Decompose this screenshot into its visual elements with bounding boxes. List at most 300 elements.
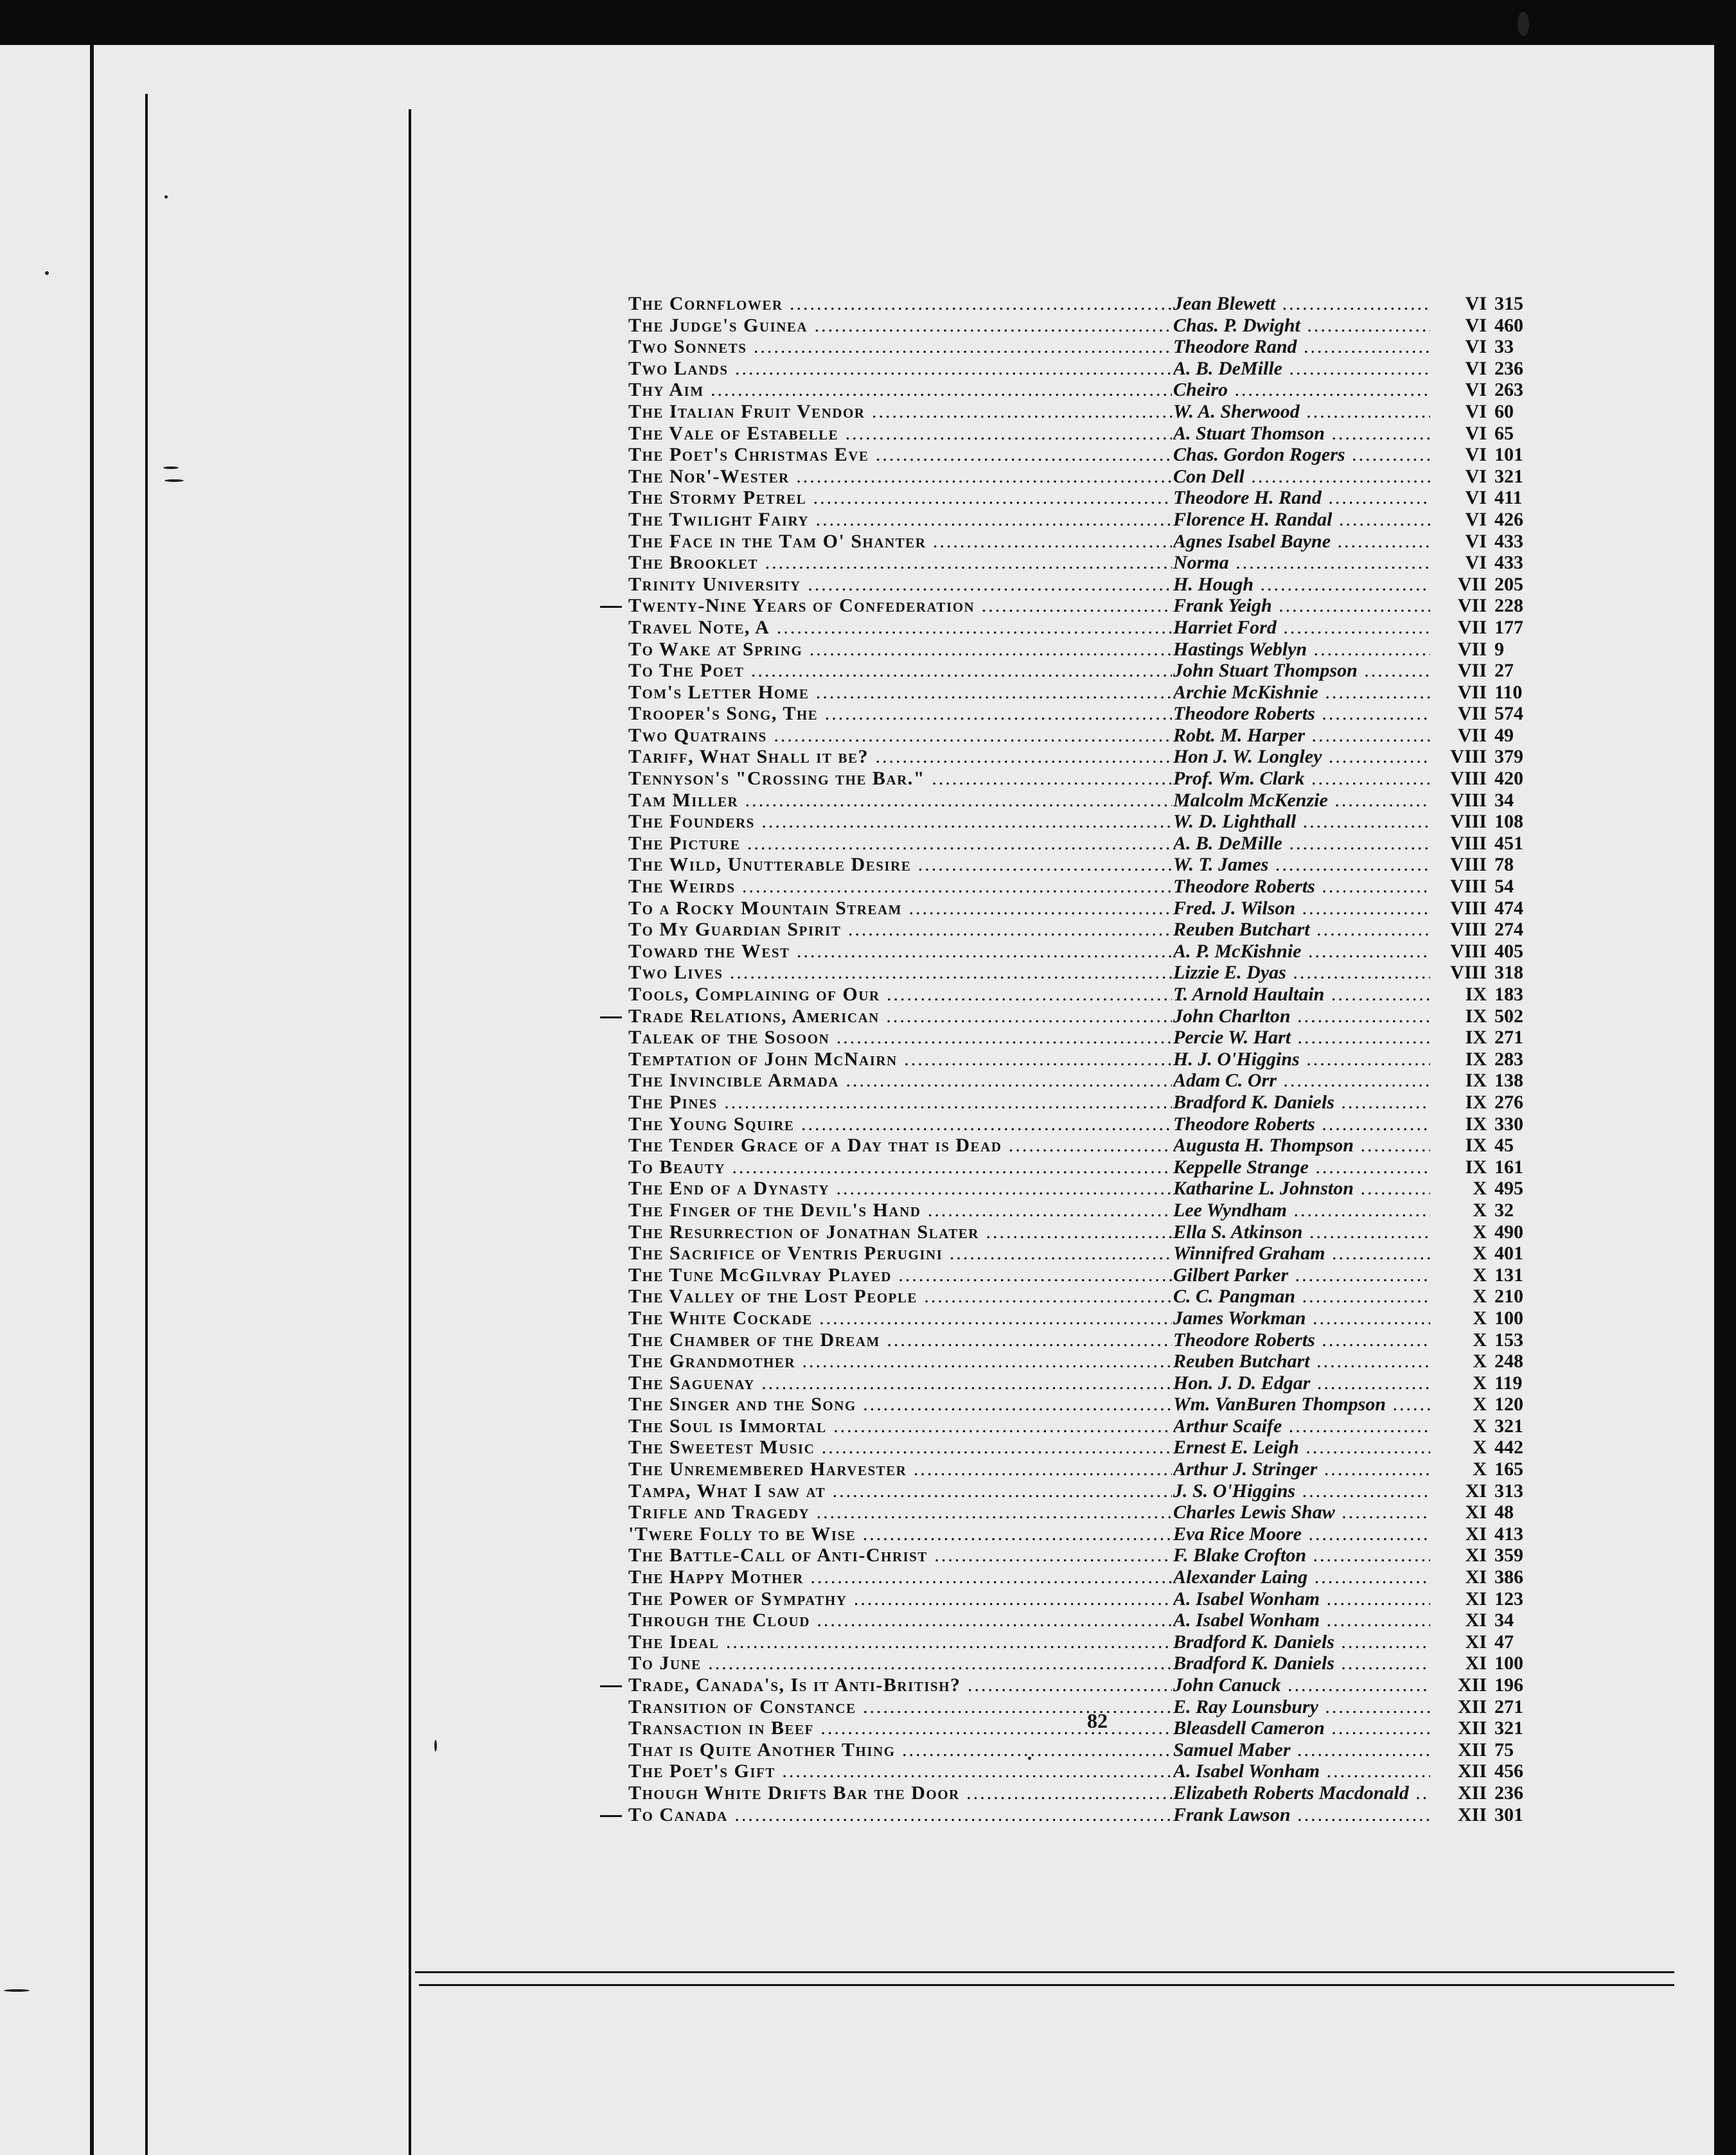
index-entry [628, 358, 1566, 380]
entry-volume: VIII [1450, 811, 1487, 833]
entry-title: The Founders ..... [628, 811, 1172, 833]
entry-volume: VIII [1450, 897, 1487, 919]
margin-dash-mark [600, 1016, 622, 1018]
entry-author: Theodore Roberts ..... [1173, 703, 1430, 725]
entry-title: The Judge's Guinea ..... [628, 315, 1172, 337]
index-entry [628, 746, 1566, 768]
entry-title: The Tune McGilvray Played ..... [628, 1264, 1172, 1286]
left-margin-rule-inner [145, 94, 148, 2155]
entry-title: The Invincible Armada ..... [628, 1070, 1172, 1092]
entry-volume: X [1473, 1437, 1487, 1459]
entry-title: The Unremembered Harvester ..... [628, 1459, 1172, 1480]
entry-author: Lizzie E. Dyas ..... [1173, 962, 1430, 984]
index-entry [628, 1394, 1566, 1415]
entry-title: Transition of Constance ..... [628, 1696, 1172, 1718]
index-entry [628, 984, 1566, 1006]
entry-author: H. J. O'Higgins ..... [1173, 1049, 1430, 1070]
entry-title: Twenty-Nine Years of Confederation ..... [628, 595, 1172, 617]
entry-page: 49 [1494, 724, 1514, 746]
entry-author: Adam C. Orr ..... [1173, 1070, 1430, 1092]
entry-page: 263 [1494, 379, 1523, 401]
entry-title: The Grandmother ..... [628, 1351, 1172, 1372]
entry-page: 100 [1494, 1653, 1523, 1674]
entry-title: Two Quatrains ..... [628, 725, 1172, 747]
entry-title: Taleak of the Sosoon ..... [628, 1027, 1172, 1049]
entry-volume: XI [1465, 1545, 1487, 1566]
index-entry [628, 1804, 1566, 1826]
index-entry [628, 1221, 1566, 1243]
scan-speck [163, 466, 179, 469]
entry-author: Norma ..... [1173, 552, 1430, 574]
index-entry [628, 444, 1566, 466]
index-entry [628, 531, 1566, 553]
entry-volume: X [1473, 1221, 1487, 1243]
entry-page: 274 [1494, 919, 1523, 941]
entry-volume: VI [1465, 465, 1487, 487]
entry-page: 271 [1494, 1696, 1523, 1717]
entry-author: Bradford K. Daniels ..... [1173, 1092, 1430, 1113]
entry-title: The Sweetest Music ..... [628, 1437, 1172, 1459]
entry-page: 228 [1494, 595, 1523, 617]
entry-title: Trifle and Tragedy ..... [628, 1502, 1172, 1523]
entry-volume: XII [1457, 1739, 1487, 1760]
entry-page: 386 [1494, 1566, 1523, 1588]
entry-author: Wm. VanBuren Thompson ..... [1173, 1394, 1430, 1415]
entry-page: 433 [1494, 552, 1523, 574]
entry-volume: XI [1465, 1523, 1487, 1545]
entry-author: Agnes Isabel Bayne ..... [1173, 531, 1430, 553]
entry-page: 401 [1494, 1243, 1523, 1264]
entry-author: Arthur Scaife ..... [1173, 1415, 1430, 1437]
entry-page: 165 [1494, 1459, 1523, 1480]
entry-title: The Battle-Call of Anti-Christ ..... [628, 1545, 1172, 1566]
entry-title: The Brooklet ..... [628, 552, 1172, 574]
margin-dash-mark [600, 1815, 622, 1817]
entry-title: The Vale of Estabelle ..... [628, 423, 1172, 445]
entry-author: Bradford K. Daniels ..... [1173, 1631, 1430, 1653]
entry-volume: X [1473, 1415, 1487, 1437]
entry-volume: VIII [1450, 746, 1487, 768]
index-entry [628, 574, 1566, 596]
entry-author: Ernest E. Leigh ..... [1173, 1437, 1430, 1459]
left-margin-rule-outer [90, 45, 94, 2155]
entry-title: Two Sonnets ..... [628, 336, 1172, 358]
entry-author: Bleasdell Cameron ..... [1173, 1717, 1430, 1739]
index-entry [628, 1049, 1566, 1070]
entry-volume: IX [1465, 984, 1487, 1005]
scan-speck [434, 1740, 437, 1751]
entry-volume: VII [1457, 595, 1487, 617]
entry-author: John Charlton ..... [1173, 1006, 1430, 1027]
entry-title: The Italian Fruit Vendor ..... [628, 401, 1172, 423]
entry-page: 495 [1494, 1178, 1523, 1200]
bottom-rule-upper [415, 1971, 1674, 1973]
entry-volume: VI [1465, 444, 1487, 466]
entry-title: The Cornflower ..... [628, 293, 1172, 315]
entry-title: The Weirds ..... [628, 876, 1172, 898]
entry-volume: X [1473, 1243, 1487, 1264]
entry-volume: VI [1465, 293, 1487, 314]
entry-volume: XII [1457, 1696, 1487, 1717]
index-entry [628, 660, 1566, 682]
index-entry [628, 379, 1566, 401]
index-entry [628, 1566, 1566, 1588]
entry-volume: XII [1457, 1760, 1487, 1782]
entry-page: 248 [1494, 1351, 1523, 1372]
index-entry [628, 1459, 1566, 1480]
index-entry [628, 1243, 1566, 1264]
entry-title: The Chamber of the Dream ..... [628, 1329, 1172, 1351]
entry-title: The Nor'-Wester ..... [628, 466, 1172, 488]
entry-volume: VII [1457, 660, 1487, 682]
entry-title: Travel Note, A ..... [628, 617, 1172, 639]
entry-author: Gilbert Parker ..... [1173, 1264, 1430, 1286]
entry-volume: XI [1465, 1631, 1487, 1653]
margin-dash-mark [600, 606, 622, 608]
entry-author: Samuel Maber ..... [1173, 1739, 1430, 1761]
entry-volume: IX [1465, 1156, 1487, 1178]
entry-page: 78 [1494, 854, 1514, 876]
entry-title: The Poet's Gift ..... [628, 1760, 1172, 1782]
entry-volume: IX [1465, 1091, 1487, 1113]
index-entry [628, 1351, 1566, 1372]
entry-page: 451 [1494, 832, 1523, 854]
index-entry [628, 401, 1566, 423]
entry-author: Archie McKishnie ..... [1173, 682, 1430, 704]
entry-title: Trooper's Song, The ..... [628, 703, 1172, 725]
entry-author: Theodore H. Rand ..... [1173, 487, 1430, 509]
index-entry [628, 336, 1566, 358]
entry-volume: IX [1465, 1135, 1487, 1157]
entry-volume: VI [1465, 422, 1487, 444]
entry-volume: VI [1465, 487, 1487, 509]
entry-title: The Poet's Christmas Eve ..... [628, 444, 1172, 466]
entry-title: To Beauty ..... [628, 1157, 1172, 1178]
entry-volume: X [1473, 1394, 1487, 1415]
entry-volume: X [1473, 1307, 1487, 1329]
index-entry [628, 639, 1566, 661]
index-entry [628, 423, 1566, 445]
index-entry [628, 1739, 1566, 1761]
entry-page: 45 [1494, 1135, 1514, 1157]
entry-page: 54 [1494, 876, 1514, 898]
entry-page: 123 [1494, 1588, 1523, 1610]
scan-speck [164, 195, 168, 199]
index-entry [628, 854, 1566, 876]
entry-page: 101 [1494, 444, 1523, 466]
entry-page: 271 [1494, 1027, 1523, 1049]
entry-title: The Young Squire ..... [628, 1113, 1172, 1135]
entry-author: J. S. O'Higgins ..... [1173, 1480, 1430, 1502]
entry-author: Robt. M. Harper ..... [1173, 725, 1430, 747]
entry-author: W. A. Sherwood ..... [1173, 401, 1430, 423]
entry-volume: VI [1465, 530, 1487, 552]
entry-author: Jean Blewett ..... [1173, 293, 1430, 315]
index-entry [628, 1502, 1566, 1523]
entry-volume: XI [1465, 1653, 1487, 1674]
entry-author: Theodore Roberts ..... [1173, 1329, 1430, 1351]
entry-title: The Wild, Unutterable Desire ..... [628, 854, 1172, 876]
entry-volume: VIII [1450, 876, 1487, 898]
entry-page: 9 [1494, 638, 1504, 660]
entry-volume: XII [1457, 1674, 1487, 1696]
index-entry [628, 1372, 1566, 1394]
entry-volume: VI [1465, 400, 1487, 422]
entry-author: Harriet Ford ..... [1173, 617, 1430, 639]
scan-speck [1518, 12, 1529, 36]
index-entry [628, 1760, 1566, 1782]
entry-author: W. T. James ..... [1173, 854, 1430, 876]
index-entry [628, 1588, 1566, 1610]
entry-page: 153 [1494, 1329, 1523, 1351]
entry-page: 100 [1494, 1307, 1523, 1329]
entry-volume: IX [1465, 1113, 1487, 1135]
entry-volume: X [1473, 1329, 1487, 1351]
entry-title: Two Lives ..... [628, 962, 1172, 984]
entry-title: The Singer and the Song ..... [628, 1394, 1172, 1415]
index-entry [628, 1437, 1566, 1459]
entry-title: Trade, Canada's, Is it Anti-British? ..... [628, 1674, 1172, 1696]
index-entry [628, 1523, 1566, 1545]
entry-page: 177 [1494, 616, 1523, 638]
index-entry [628, 1027, 1566, 1049]
entry-author: Theodore Roberts ..... [1173, 876, 1430, 898]
entry-title: The Tender Grace of a Day that is Dead ..... [628, 1135, 1172, 1157]
entry-title: Through the Cloud ..... [628, 1610, 1172, 1631]
entry-page: 318 [1494, 962, 1523, 984]
entry-author: John Canuck ..... [1173, 1674, 1430, 1696]
entry-volume: VIII [1450, 832, 1487, 854]
entry-author: Elizabeth Roberts Macdonald ..... [1173, 1782, 1430, 1804]
entry-volume: VIII [1450, 768, 1487, 790]
entry-title: Tam Miller ..... [628, 790, 1172, 811]
entry-title: Temptation of John McNairn ..... [628, 1049, 1172, 1070]
index-entry [628, 487, 1566, 509]
entry-author: Winnifred Graham ..... [1173, 1243, 1430, 1264]
entry-title: Tampa, What I saw at ..... [628, 1480, 1172, 1502]
bottom-rule-lower [419, 1984, 1674, 1986]
index-entry [628, 466, 1566, 488]
entry-page: 321 [1494, 465, 1523, 487]
margin-dash-mark [600, 1685, 622, 1687]
entry-title: To a Rocky Mountain Stream ..... [628, 898, 1172, 919]
column-rule [409, 109, 411, 2155]
entry-author: Hon. J. D. Edgar ..... [1173, 1372, 1430, 1394]
entry-author: Bradford K. Daniels ..... [1173, 1653, 1430, 1674]
entry-page: 236 [1494, 357, 1523, 379]
entry-title: The Resurrection of Jonathan Slater ..... [628, 1221, 1172, 1243]
index-entry [628, 1006, 1566, 1027]
entry-page: 433 [1494, 530, 1523, 552]
index-entry [628, 1480, 1566, 1502]
entry-title: To The Poet ..... [628, 660, 1172, 682]
entry-title: The Soul is Immortal ..... [628, 1415, 1172, 1437]
entry-page: 301 [1494, 1804, 1523, 1825]
index-entry [628, 876, 1566, 898]
entry-author: Florence H. Randal ..... [1173, 509, 1430, 531]
entry-title: Two Lands ..... [628, 358, 1172, 380]
index-entry [628, 509, 1566, 531]
index-entry [628, 1782, 1566, 1804]
entry-page: 131 [1494, 1264, 1523, 1286]
entry-volume: VIII [1450, 854, 1487, 876]
entry-volume: X [1473, 1264, 1487, 1286]
entry-author: Frank Lawson ..... [1173, 1804, 1430, 1826]
entry-title: The Valley of the Lost People ..... [628, 1286, 1172, 1308]
index-entry [628, 919, 1566, 941]
entry-title: Trinity University ..... [628, 574, 1172, 596]
entry-author: A. Stuart Thomson ..... [1173, 423, 1430, 445]
entry-author: Hon J. W. Longley ..... [1173, 746, 1430, 768]
index-entry [628, 1113, 1566, 1135]
entry-title: The Saguenay ..... [628, 1372, 1172, 1394]
entry-author: Ella S. Atkinson ..... [1173, 1221, 1430, 1243]
index-entry [628, 1286, 1566, 1308]
entry-volume: XII [1457, 1804, 1487, 1825]
index-entry [628, 1157, 1566, 1178]
entry-author: Reuben Butchart ..... [1173, 919, 1430, 941]
entry-page: 65 [1494, 422, 1514, 444]
entry-author: Percie W. Hart ..... [1173, 1027, 1430, 1049]
entry-title: The Face in the Tam O' Shanter ..... [628, 531, 1172, 553]
entry-author: John Stuart Thompson ..... [1173, 660, 1430, 682]
entry-author: T. Arnold Haultain ..... [1173, 984, 1430, 1006]
entry-author: Reuben Butchart ..... [1173, 1351, 1430, 1372]
entry-title: To June ..... [628, 1653, 1172, 1674]
entry-author: Hastings Weblyn ..... [1173, 639, 1430, 661]
index-entry [628, 941, 1566, 962]
entry-author: A. Isabel Wonham ..... [1173, 1760, 1430, 1782]
entry-author: A. B. DeMille ..... [1173, 833, 1430, 855]
entry-page: 210 [1494, 1286, 1523, 1308]
entry-page: 196 [1494, 1674, 1523, 1696]
index-entry [628, 1092, 1566, 1113]
index-entry [628, 1070, 1566, 1092]
entry-title: Thy Aim ..... [628, 379, 1172, 401]
entry-title: The Twilight Fairy ..... [628, 509, 1172, 531]
entry-volume: VII [1457, 703, 1487, 725]
entry-author: Charles Lewis Shaw ..... [1173, 1502, 1430, 1523]
entry-page: 413 [1494, 1523, 1523, 1545]
entry-title: The Happy Mother ..... [628, 1566, 1172, 1588]
entry-title: Tariff, What Shall it be? ..... [628, 746, 1172, 768]
index-entry [628, 811, 1566, 833]
entry-page: 236 [1494, 1782, 1523, 1804]
entry-page: 183 [1494, 984, 1523, 1005]
index-entry [628, 293, 1566, 315]
entry-page: 474 [1494, 897, 1523, 919]
entry-volume: X [1473, 1178, 1487, 1200]
index-entry [628, 617, 1566, 639]
entry-volume: VI [1465, 379, 1487, 401]
entry-page: 426 [1494, 508, 1523, 530]
index-entry [628, 1610, 1566, 1631]
index-entry [628, 595, 1566, 617]
entry-volume: IX [1465, 1005, 1487, 1027]
page-number: 82 [1087, 1709, 1108, 1732]
entry-volume: XI [1465, 1502, 1487, 1523]
entry-page: 321 [1494, 1415, 1523, 1437]
entry-volume: VIII [1450, 962, 1487, 984]
entry-author: A. P. McKishnie ..... [1173, 941, 1430, 962]
entry-title: The White Cockade ..... [628, 1308, 1172, 1329]
entry-page: 205 [1494, 573, 1523, 595]
entry-page: 276 [1494, 1091, 1523, 1113]
entry-volume: XII [1457, 1782, 1487, 1804]
entry-author: W. D. Lighthall ..... [1173, 811, 1430, 833]
entry-page: 460 [1494, 314, 1523, 336]
entry-title: The Power of Sympathy ..... [628, 1588, 1172, 1610]
entry-page: 110 [1494, 681, 1523, 703]
entry-title: Transaction in Beef ..... [628, 1717, 1172, 1739]
entry-page: 359 [1494, 1545, 1523, 1566]
entry-volume: IX [1465, 1048, 1487, 1070]
entry-volume: VI [1465, 336, 1487, 358]
entry-volume: X [1473, 1459, 1487, 1480]
entry-page: 502 [1494, 1005, 1523, 1027]
entry-volume: VIII [1450, 789, 1487, 811]
entry-page: 315 [1494, 293, 1523, 314]
index-entry [628, 552, 1566, 574]
entry-author: Frank Yeigh ..... [1173, 595, 1430, 617]
entry-title: Though White Drifts Bar the Door ..... [628, 1782, 1172, 1804]
entry-page: 490 [1494, 1221, 1523, 1243]
index-entry [628, 703, 1566, 725]
entry-author: Theodore Rand ..... [1173, 336, 1430, 358]
entry-page: 321 [1494, 1717, 1523, 1739]
entry-author: H. Hough ..... [1173, 574, 1430, 596]
entry-title: Trade Relations, American ..... [628, 1006, 1172, 1027]
entry-volume: VIII [1450, 919, 1487, 941]
scan-speck [164, 479, 184, 482]
entry-page: 27 [1494, 660, 1514, 682]
entry-volume: VI [1465, 314, 1487, 336]
entry-title: To Canada ..... [628, 1804, 1172, 1826]
entry-title: The Pines ..... [628, 1092, 1172, 1113]
entry-volume: VIII [1450, 940, 1487, 962]
entry-page: 34 [1494, 789, 1514, 811]
entry-author: Alexander Laing ..... [1173, 1566, 1430, 1588]
entry-title: The Ideal ..... [628, 1631, 1172, 1653]
entry-page: 34 [1494, 1610, 1514, 1631]
entry-author: Augusta H. Thompson ..... [1173, 1135, 1430, 1157]
entry-author: C. C. Pangman ..... [1173, 1286, 1430, 1308]
entry-page: 405 [1494, 940, 1523, 962]
entry-page: 108 [1494, 811, 1523, 833]
entry-title: Tools, Complaining of Our ..... [628, 984, 1172, 1006]
entry-page: 330 [1494, 1113, 1523, 1135]
entry-author: Theodore Roberts ..... [1173, 1113, 1430, 1135]
entry-author: Chas. Gordon Rogers ..... [1173, 444, 1430, 466]
entry-page: 47 [1494, 1631, 1514, 1653]
entry-author: Eva Rice Moore ..... [1173, 1523, 1430, 1545]
entry-volume: XI [1465, 1566, 1487, 1588]
entry-volume: X [1473, 1199, 1487, 1221]
entry-title: The End of a Dynasty ..... [628, 1178, 1172, 1200]
entry-page: 283 [1494, 1048, 1523, 1070]
entry-page: 119 [1494, 1372, 1523, 1394]
entry-page: 313 [1494, 1480, 1523, 1502]
index-entry [628, 1200, 1566, 1221]
entry-page: 138 [1494, 1070, 1523, 1092]
entry-title: 'Twere Folly to be Wise ..... [628, 1523, 1172, 1545]
scanned-page [0, 45, 1714, 2155]
index-entry [628, 725, 1566, 747]
entry-page: 75 [1494, 1739, 1514, 1760]
entry-volume: XI [1465, 1588, 1487, 1610]
entry-page: 456 [1494, 1760, 1523, 1782]
entry-author: Fred. J. Wilson ..... [1173, 898, 1430, 919]
